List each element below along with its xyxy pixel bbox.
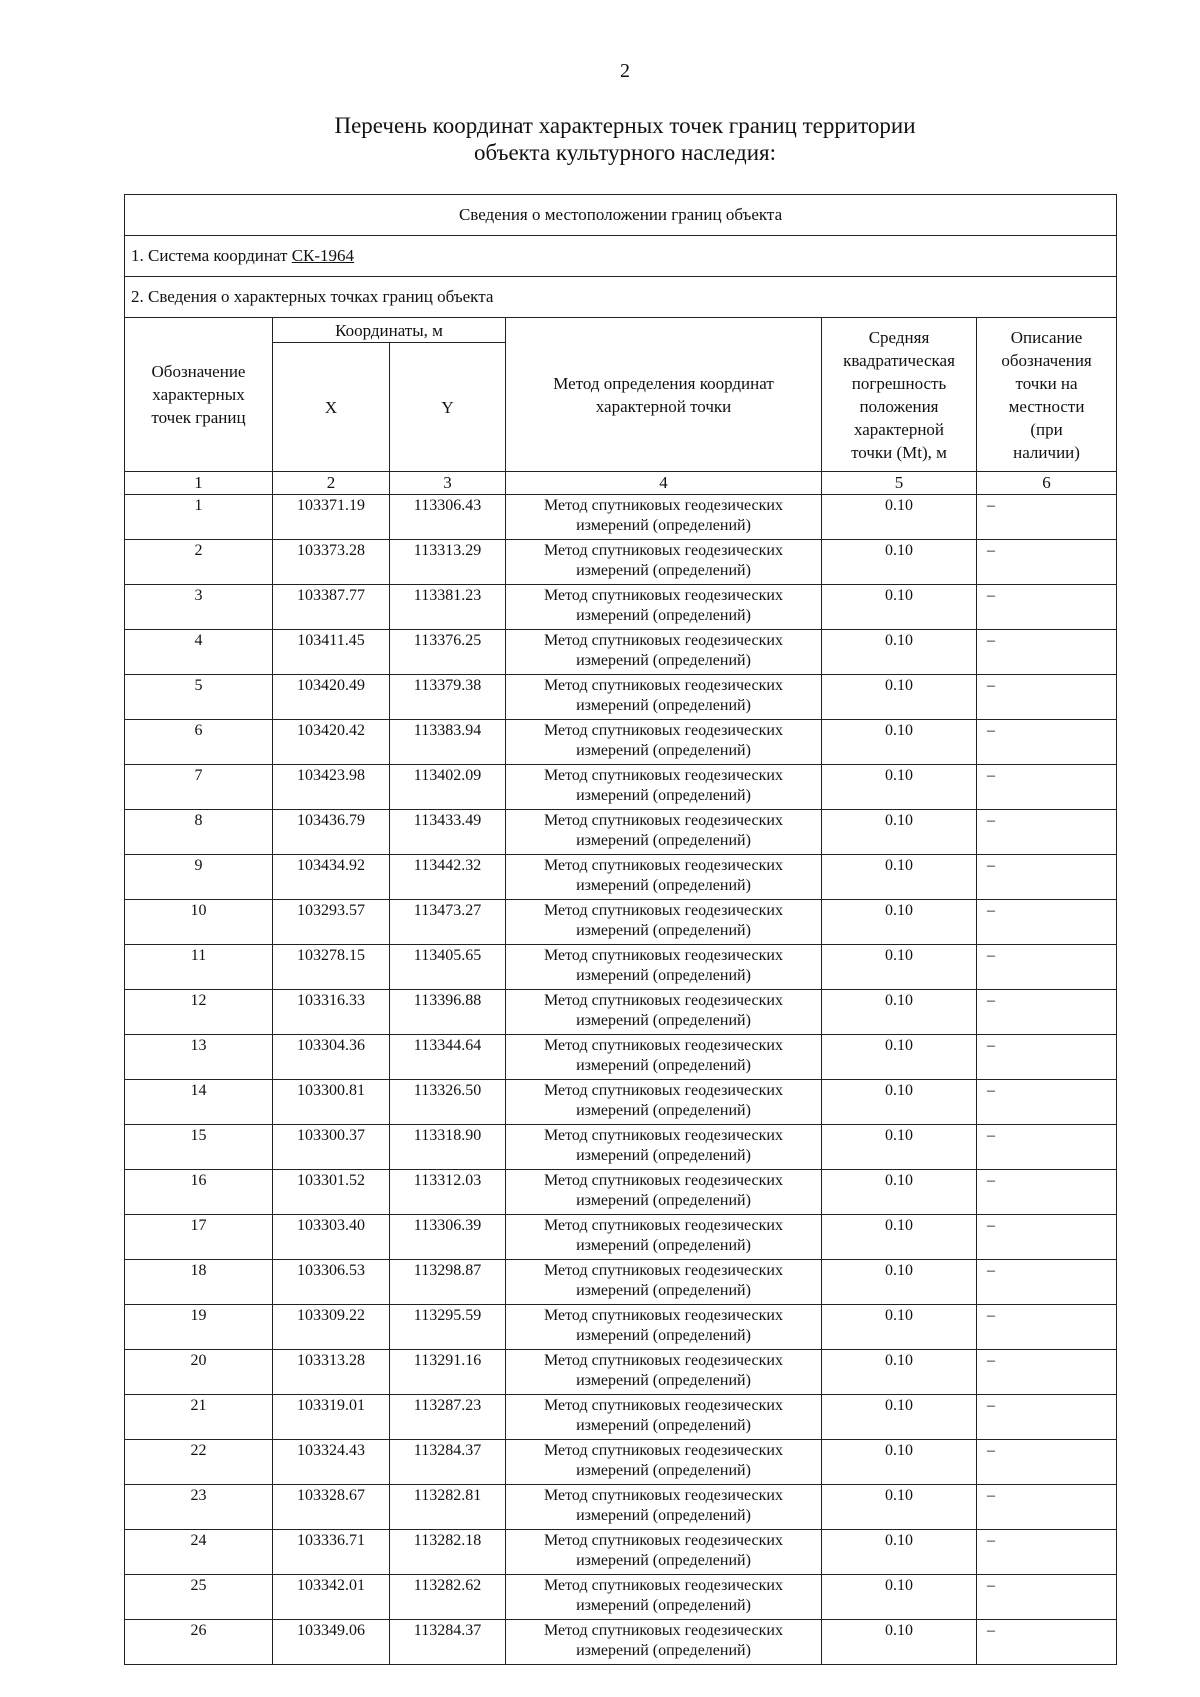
point-id-cell: 10: [125, 900, 273, 945]
header-error-line: положения: [859, 396, 939, 416]
point-id-cell: 15: [125, 1125, 273, 1170]
point-id-cell: 3: [125, 585, 273, 630]
x-coordinate-cell: 103328.67: [273, 1485, 390, 1530]
header-error-line: Средняя: [868, 327, 930, 347]
error-cell: 0.10: [822, 1485, 977, 1530]
method-cell: [506, 1035, 822, 1080]
y-coordinate-cell: 113473.27: [390, 900, 506, 945]
description-cell: –: [977, 495, 1117, 540]
point-id-cell: 8: [125, 810, 273, 855]
description-cell: –: [977, 1440, 1117, 1485]
method-line: Метод спутниковых геодезических: [544, 1532, 783, 1549]
method-line: измерений (определений): [576, 742, 751, 759]
y-coordinate-cell: 113282.18: [390, 1530, 506, 1575]
table-row: [125, 1215, 1117, 1260]
y-coordinate-cell: 113284.37: [390, 1440, 506, 1485]
y-coordinate-cell: 113306.39: [390, 1215, 506, 1260]
table-row: [125, 495, 1117, 540]
y-coordinate-cell: 113295.59: [390, 1305, 506, 1350]
description-cell: –: [977, 990, 1117, 1035]
y-coordinate-cell: 113313.29: [390, 540, 506, 585]
description-cell: –: [977, 1395, 1117, 1440]
method-cell: [506, 720, 822, 765]
point-id-cell: 20: [125, 1350, 273, 1395]
error-cell: 0.10: [822, 1035, 977, 1080]
table-row: [125, 765, 1117, 810]
method-line: измерений (определений): [576, 1597, 751, 1614]
table-row: [125, 675, 1117, 720]
method-line: Метод спутниковых геодезических: [544, 1037, 783, 1054]
error-cell: 0.10: [822, 675, 977, 720]
x-coordinate-cell: 103301.52: [273, 1170, 390, 1215]
header-description: [977, 318, 1117, 472]
points-section-row: [125, 277, 1117, 318]
x-coordinate-cell: 103436.79: [273, 810, 390, 855]
method-line: Метод спутниковых геодезических: [544, 992, 783, 1009]
method-cell: [506, 1530, 822, 1575]
header-error-line: характерной: [853, 419, 945, 439]
point-id-cell: 25: [125, 1575, 273, 1620]
x-coordinate-cell: 103373.28: [273, 540, 390, 585]
method-line: измерений (определений): [576, 697, 751, 714]
error-cell: 0.10: [822, 720, 977, 765]
method-line: Метод спутниковых геодезических: [544, 1622, 783, 1639]
point-id-cell: 11: [125, 945, 273, 990]
method-line: Метод спутниковых геодезических: [544, 497, 783, 514]
point-id-cell: 18: [125, 1260, 273, 1305]
description-cell: –: [977, 1620, 1117, 1665]
coord-system-label: 1. Система координат: [131, 246, 292, 265]
point-id-cell: 17: [125, 1215, 273, 1260]
header-designation-line: Обозначение: [151, 362, 246, 381]
error-cell: 0.10: [822, 990, 977, 1035]
x-coordinate-cell: 103434.92: [273, 855, 390, 900]
error-cell: 0.10: [822, 1395, 977, 1440]
method-line: измерений (определений): [576, 1642, 751, 1659]
method-line: измерений (определений): [576, 967, 751, 984]
header-description-line: (при: [1030, 419, 1063, 439]
method-cell: [506, 1305, 822, 1350]
x-coordinate-cell: 103349.06: [273, 1620, 390, 1665]
error-cell: 0.10: [822, 855, 977, 900]
header-y: Y: [390, 343, 506, 472]
header-x: X: [273, 343, 390, 472]
table-row: [125, 1440, 1117, 1485]
point-id-cell: 5: [125, 675, 273, 720]
description-cell: –: [977, 900, 1117, 945]
method-line: измерений (определений): [576, 922, 751, 939]
table-row: [125, 810, 1117, 855]
method-line: Метод спутниковых геодезических: [544, 677, 783, 694]
method-cell: [506, 1620, 822, 1665]
method-cell: [506, 1350, 822, 1395]
description-cell: –: [977, 1035, 1117, 1080]
table-row: [125, 1575, 1117, 1620]
point-id-cell: 19: [125, 1305, 273, 1350]
table-row: [125, 1170, 1117, 1215]
method-line: измерений (определений): [576, 832, 751, 849]
description-cell: –: [977, 945, 1117, 990]
y-coordinate-cell: 113306.43: [390, 495, 506, 540]
table-row: [125, 990, 1117, 1035]
method-line: Метод спутниковых геодезических: [544, 632, 783, 649]
point-id-cell: 26: [125, 1620, 273, 1665]
y-coordinate-cell: 113282.62: [390, 1575, 506, 1620]
point-id-cell: 14: [125, 1080, 273, 1125]
method-line: измерений (определений): [576, 1192, 751, 1209]
method-line: измерений (определений): [576, 1507, 751, 1524]
method-line: Метод спутниковых геодезических: [544, 542, 783, 559]
coord-system-cell: [125, 236, 1117, 277]
method-cell: [506, 1440, 822, 1485]
description-cell: –: [977, 1305, 1117, 1350]
y-coordinate-cell: 113318.90: [390, 1125, 506, 1170]
header-method: [506, 318, 822, 472]
table-row: [125, 585, 1117, 630]
coord-system-row: [125, 236, 1117, 277]
header-row-top: [125, 318, 1117, 343]
method-cell: [506, 1080, 822, 1125]
header-designation-line: характерных: [152, 385, 245, 404]
method-cell: [506, 990, 822, 1035]
coord-system-name: СК-1964: [291, 246, 355, 265]
method-cell: [506, 540, 822, 585]
column-number: 3: [390, 472, 506, 495]
x-coordinate-cell: 103319.01: [273, 1395, 390, 1440]
error-cell: 0.10: [822, 900, 977, 945]
point-id-cell: 1: [125, 495, 273, 540]
error-cell: 0.10: [822, 1170, 977, 1215]
error-cell: 0.10: [822, 1620, 977, 1665]
method-line: Метод спутниковых геодезических: [544, 1352, 783, 1369]
method-cell: [506, 900, 822, 945]
table-row: [125, 720, 1117, 765]
x-coordinate-cell: 103304.36: [273, 1035, 390, 1080]
description-cell: –: [977, 810, 1117, 855]
column-number: 1: [125, 472, 273, 495]
error-cell: 0.10: [822, 495, 977, 540]
y-coordinate-cell: 113396.88: [390, 990, 506, 1035]
header-error: [822, 318, 977, 472]
x-coordinate-cell: 103420.42: [273, 720, 390, 765]
x-coordinate-cell: 103303.40: [273, 1215, 390, 1260]
method-cell: [506, 630, 822, 675]
point-id-cell: 6: [125, 720, 273, 765]
description-cell: –: [977, 855, 1117, 900]
table-row: [125, 1080, 1117, 1125]
description-cell: –: [977, 1260, 1117, 1305]
section-header-row: [125, 195, 1117, 236]
error-cell: 0.10: [822, 585, 977, 630]
table-row: [125, 1485, 1117, 1530]
document-title: [0, 112, 1200, 166]
point-id-cell: 12: [125, 990, 273, 1035]
method-line: Метод спутниковых геодезических: [544, 767, 783, 784]
method-line: измерений (определений): [576, 1237, 751, 1254]
method-line: измерений (определений): [576, 1282, 751, 1299]
table-body: [125, 495, 1117, 1665]
table-row: [125, 1035, 1117, 1080]
y-coordinate-cell: 113312.03: [390, 1170, 506, 1215]
y-coordinate-cell: 113344.64: [390, 1035, 506, 1080]
y-coordinate-cell: 113376.25: [390, 630, 506, 675]
method-cell: [506, 1170, 822, 1215]
method-line: Метод спутниковых геодезических: [544, 722, 783, 739]
method-line: измерений (определений): [576, 1417, 751, 1434]
description-cell: –: [977, 1170, 1117, 1215]
title-line-2: объекта культурного наследия:: [473, 140, 777, 165]
table-row: [125, 1350, 1117, 1395]
point-id-cell: 22: [125, 1440, 273, 1485]
description-cell: –: [977, 1215, 1117, 1260]
y-coordinate-cell: 113287.23: [390, 1395, 506, 1440]
points-section-title: 2. Сведения о характерных точках границ объекта: [125, 277, 1117, 318]
table-row: [125, 1125, 1117, 1170]
error-cell: 0.10: [822, 945, 977, 990]
error-cell: 0.10: [822, 1215, 977, 1260]
x-coordinate-cell: 103423.98: [273, 765, 390, 810]
table-row: [125, 1620, 1117, 1665]
x-coordinate-cell: 103336.71: [273, 1530, 390, 1575]
y-coordinate-cell: 113433.49: [390, 810, 506, 855]
method-line: измерений (определений): [576, 1552, 751, 1569]
table-row: [125, 945, 1117, 990]
method-line: Метод спутниковых геодезических: [544, 1127, 783, 1144]
column-number: 6: [977, 472, 1117, 495]
method-cell: [506, 1260, 822, 1305]
method-line: измерений (определений): [576, 607, 751, 624]
method-cell: [506, 810, 822, 855]
header-coordinates: Координаты, м: [273, 318, 506, 343]
y-coordinate-cell: 113379.38: [390, 675, 506, 720]
method-line: измерений (определений): [576, 1462, 751, 1479]
y-coordinate-cell: 113405.65: [390, 945, 506, 990]
method-line: измерений (определений): [576, 1372, 751, 1389]
point-id-cell: 2: [125, 540, 273, 585]
boundary-points-table-wrapper: [124, 194, 1116, 1665]
table-row: [125, 1260, 1117, 1305]
x-coordinate-cell: 103316.33: [273, 990, 390, 1035]
method-line: Метод спутниковых геодезических: [544, 902, 783, 919]
description-cell: –: [977, 585, 1117, 630]
method-line: Метод спутниковых геодезических: [544, 1577, 783, 1594]
description-cell: –: [977, 1080, 1117, 1125]
table-row: [125, 855, 1117, 900]
point-id-cell: 21: [125, 1395, 273, 1440]
column-number: 2: [273, 472, 390, 495]
header-description-line: местности: [1008, 396, 1085, 416]
y-coordinate-cell: 113383.94: [390, 720, 506, 765]
method-line: Метод спутниковых геодезических: [544, 1082, 783, 1099]
x-coordinate-cell: 103300.81: [273, 1080, 390, 1125]
method-cell: [506, 585, 822, 630]
header-description-line: точки на: [1015, 373, 1078, 393]
method-line: Метод спутниковых геодезических: [544, 947, 783, 964]
point-id-cell: 16: [125, 1170, 273, 1215]
method-cell: [506, 855, 822, 900]
error-cell: 0.10: [822, 1530, 977, 1575]
point-id-cell: 24: [125, 1530, 273, 1575]
x-coordinate-cell: 103324.43: [273, 1440, 390, 1485]
method-cell: [506, 495, 822, 540]
y-coordinate-cell: 113381.23: [390, 585, 506, 630]
error-cell: 0.10: [822, 765, 977, 810]
method-line: измерений (определений): [576, 1012, 751, 1029]
method-line: Метод спутниковых геодезических: [544, 587, 783, 604]
header-error-line: квадратическая: [843, 350, 955, 370]
x-coordinate-cell: 103371.19: [273, 495, 390, 540]
method-line: Метод спутниковых геодезических: [544, 1217, 783, 1234]
y-coordinate-cell: 113291.16: [390, 1350, 506, 1395]
method-cell: [506, 1125, 822, 1170]
method-line: измерений (определений): [576, 1102, 751, 1119]
method-cell: [506, 1395, 822, 1440]
method-line: измерений (определений): [576, 1327, 751, 1344]
header-method-line: Метод определения координат: [553, 373, 774, 393]
method-line: измерений (определений): [576, 787, 751, 804]
header-method-line: характерной точки: [595, 396, 732, 416]
method-cell: [506, 675, 822, 720]
section-header: Сведения о местоположении границ объекта: [125, 195, 1117, 236]
method-line: измерений (определений): [576, 562, 751, 579]
method-line: измерений (определений): [576, 652, 751, 669]
description-cell: –: [977, 1575, 1117, 1620]
y-coordinate-cell: 113402.09: [390, 765, 506, 810]
x-coordinate-cell: 103278.15: [273, 945, 390, 990]
method-cell: [506, 945, 822, 990]
table-row: [125, 630, 1117, 675]
point-id-cell: 7: [125, 765, 273, 810]
description-cell: –: [977, 1485, 1117, 1530]
page-number: 2: [620, 60, 630, 82]
method-line: измерений (определений): [576, 1057, 751, 1074]
method-cell: [506, 1485, 822, 1530]
error-cell: 0.10: [822, 1080, 977, 1125]
point-id-cell: 4: [125, 630, 273, 675]
error-cell: 0.10: [822, 1575, 977, 1620]
error-cell: 0.10: [822, 1260, 977, 1305]
x-coordinate-cell: 103293.57: [273, 900, 390, 945]
y-coordinate-cell: 113326.50: [390, 1080, 506, 1125]
method-line: Метод спутниковых геодезических: [544, 1442, 783, 1459]
column-number: 4: [506, 472, 822, 495]
x-coordinate-cell: 103387.77: [273, 585, 390, 630]
point-id-cell: 9: [125, 855, 273, 900]
method-line: Метод спутниковых геодезических: [544, 812, 783, 829]
x-coordinate-cell: 103300.37: [273, 1125, 390, 1170]
description-cell: –: [977, 1125, 1117, 1170]
method-cell: [506, 765, 822, 810]
x-coordinate-cell: 103306.53: [273, 1260, 390, 1305]
table-row: [125, 1530, 1117, 1575]
header-error-line: точки (Mt), м: [851, 442, 947, 462]
method-line: Метод спутниковых геодезических: [544, 857, 783, 874]
method-line: Метод спутниковых геодезических: [544, 1262, 783, 1279]
table-row: [125, 1395, 1117, 1440]
x-coordinate-cell: 103309.22: [273, 1305, 390, 1350]
error-cell: 0.10: [822, 1125, 977, 1170]
y-coordinate-cell: 113442.32: [390, 855, 506, 900]
error-cell: 0.10: [822, 630, 977, 675]
x-coordinate-cell: 103420.49: [273, 675, 390, 720]
header-description-line: Описание: [1010, 327, 1083, 347]
method-line: измерений (определений): [576, 877, 751, 894]
error-cell: 0.10: [822, 540, 977, 585]
method-line: Метод спутниковых геодезических: [544, 1487, 783, 1504]
method-line: Метод спутниковых геодезических: [544, 1307, 783, 1324]
header-description-line: наличии): [1013, 442, 1080, 462]
y-coordinate-cell: 113284.37: [390, 1620, 506, 1665]
table-row: [125, 540, 1117, 585]
method-line: измерений (определений): [576, 517, 751, 534]
description-cell: –: [977, 765, 1117, 810]
boundary-points-table: [124, 194, 1117, 1665]
column-number: 5: [822, 472, 977, 495]
description-cell: –: [977, 1530, 1117, 1575]
y-coordinate-cell: 113298.87: [390, 1260, 506, 1305]
table-row: [125, 1305, 1117, 1350]
method-cell: [506, 1575, 822, 1620]
x-coordinate-cell: 103313.28: [273, 1350, 390, 1395]
description-cell: –: [977, 675, 1117, 720]
header-description-line: обозначения: [1001, 350, 1092, 370]
x-coordinate-cell: 103342.01: [273, 1575, 390, 1620]
method-cell: [506, 1215, 822, 1260]
table-row: [125, 900, 1117, 945]
header-designation-line: точек границ: [151, 408, 246, 427]
description-cell: –: [977, 630, 1117, 675]
y-coordinate-cell: 113282.81: [390, 1485, 506, 1530]
method-line: Метод спутниковых геодезических: [544, 1172, 783, 1189]
error-cell: 0.10: [822, 810, 977, 855]
description-cell: –: [977, 1350, 1117, 1395]
error-cell: 0.10: [822, 1305, 977, 1350]
description-cell: –: [977, 720, 1117, 765]
x-coordinate-cell: 103411.45: [273, 630, 390, 675]
error-cell: 0.10: [822, 1440, 977, 1485]
point-id-cell: 13: [125, 1035, 273, 1080]
column-numbers-row: [125, 472, 1117, 495]
method-line: измерений (определений): [576, 1147, 751, 1164]
header-designation: [125, 318, 273, 472]
description-cell: –: [977, 540, 1117, 585]
method-line: Метод спутниковых геодезических: [544, 1397, 783, 1414]
title-line-1: Перечень координат характерных точек границ территории: [334, 113, 916, 138]
point-id-cell: 23: [125, 1485, 273, 1530]
header-error-line: погрешность: [851, 373, 947, 393]
error-cell: 0.10: [822, 1350, 977, 1395]
